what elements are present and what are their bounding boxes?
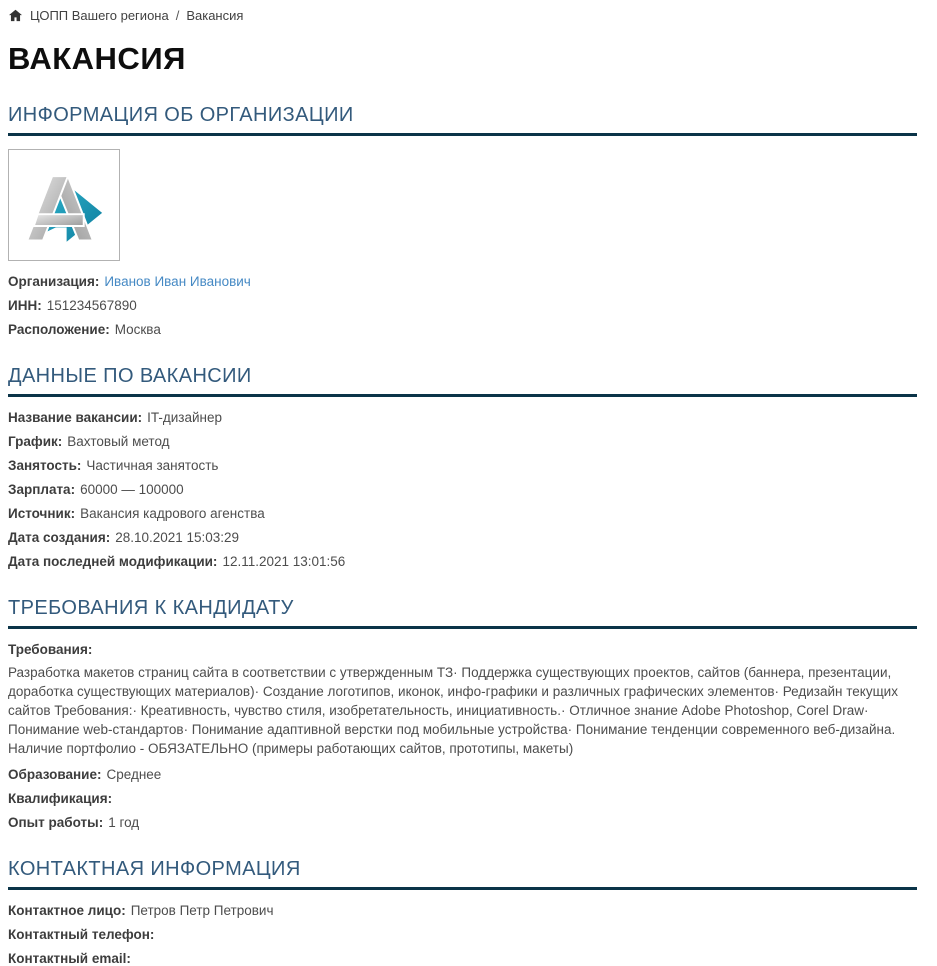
field-row: [8, 927, 917, 942]
field-label: Организация:: [8, 274, 100, 289]
field-row: [8, 274, 917, 289]
field-row: [8, 815, 917, 830]
field-label: Контактное лицо:: [8, 903, 126, 918]
field-label: Дата последней модификации:: [8, 554, 218, 569]
field-row: [8, 554, 917, 569]
organization-logo-icon: [18, 159, 110, 251]
field-row: [8, 410, 917, 425]
field-label: График:: [8, 434, 63, 449]
field-row: [8, 482, 917, 497]
section-title-contacts: КОНТАКТНАЯ ИНФОРМАЦИЯ: [8, 858, 917, 890]
vacancy-fields: [8, 410, 917, 569]
field-label: Дата создания:: [8, 530, 111, 545]
field-row: [8, 530, 917, 545]
section-requirements: [8, 597, 917, 830]
field-label: ИНН:: [8, 298, 42, 313]
field-label: Расположение:: [8, 322, 110, 337]
field-row: [8, 434, 917, 449]
field-value: Петров Петр Петрович: [130, 903, 274, 918]
section-organization: [8, 104, 917, 337]
field-row: [8, 642, 917, 758]
field-row: [8, 458, 917, 473]
section-body-contacts: [8, 903, 917, 966]
section-contacts: [8, 858, 917, 966]
section-body-organization: [8, 149, 917, 337]
breadcrumb-separator: /: [175, 8, 180, 23]
breadcrumb-current: Вакансия: [186, 8, 244, 23]
organization-link[interactable]: Иванов Иван Иванович: [104, 274, 251, 289]
field-value: Частичная занятость: [86, 458, 219, 473]
field-value: 151234567890: [46, 298, 137, 313]
field-label: Квалификация:: [8, 791, 113, 806]
field-value: Вахтовый метод: [67, 434, 170, 449]
section-body-requirements: [8, 642, 917, 830]
field-row: [8, 767, 917, 782]
field-value: 12.11.2021 13:01:56: [222, 554, 346, 569]
field-row: [8, 298, 917, 313]
field-row: [8, 951, 917, 966]
page-title: ВАКАНСИЯ: [8, 41, 186, 76]
field-label: Контактный телефон:: [8, 927, 155, 942]
field-label: Занятость:: [8, 458, 82, 473]
organization-fields: [8, 274, 917, 337]
field-paragraph: Разработка макетов страниц сайта в соответствии с утвержденным ТЗ· Поддержка существующих проектов, сайтов (баннера, презентации, доработка существующих материалов)· Создание логотипов, иконок, инфо-графики и различных графических элементов· Редизайн текущих сайтов Требования:· Креативность, чувство стиля, изобретательность, инициативность.· Отличное знание Adobe Photoshop, Corel Draw· Понимание web-стандартов· Понимание адаптивной верстки под мобильные устройства· Понимание тенденции современного веб-дизайна. Наличие портфолио - ОБЯЗАТЕЛЬНО (примеры работающих сайтов, прототипы, макеты): [8, 665, 898, 756]
field-value: 28.10.2021 15:03:29: [115, 530, 240, 545]
field-label: Опыт работы:: [8, 815, 104, 830]
contacts-fields: [8, 903, 917, 966]
field-label: Название вакансии:: [8, 410, 143, 425]
section-title-organization: ИНФОРМАЦИЯ ОБ ОРГАНИЗАЦИИ: [8, 104, 917, 136]
breadcrumb: [8, 8, 917, 23]
field-value: Москва: [114, 322, 161, 337]
field-label: Зарплата:: [8, 482, 76, 497]
field-label: Образование:: [8, 767, 102, 782]
section-vacancy: [8, 365, 917, 569]
field-row: [8, 322, 917, 337]
organization-logo: [8, 149, 120, 261]
section-title-requirements: ТРЕБОВАНИЯ К КАНДИДАТУ: [8, 597, 917, 629]
field-value: Среднее: [106, 767, 162, 782]
field-label: Источник:: [8, 506, 76, 521]
field-row: [8, 903, 917, 918]
field-value: IT-дизайнер: [147, 410, 223, 425]
section-title-vacancy: ДАННЫЕ ПО ВАКАНСИИ: [8, 365, 917, 397]
field-value: 1 год: [108, 815, 140, 830]
breadcrumb-root-link[interactable]: ЦОПП Вашего региона: [30, 8, 169, 23]
field-row: [8, 506, 917, 521]
field-value: 60000 — 100000: [80, 482, 184, 497]
section-body-vacancy: [8, 410, 917, 569]
field-label: Контактный email:: [8, 951, 131, 966]
field-value: Вакансия кадрового агенства: [80, 506, 265, 521]
home-icon[interactable]: [8, 8, 23, 23]
requirements-fields: [8, 642, 917, 830]
field-label: Требования:: [8, 642, 93, 657]
field-row: [8, 791, 917, 806]
